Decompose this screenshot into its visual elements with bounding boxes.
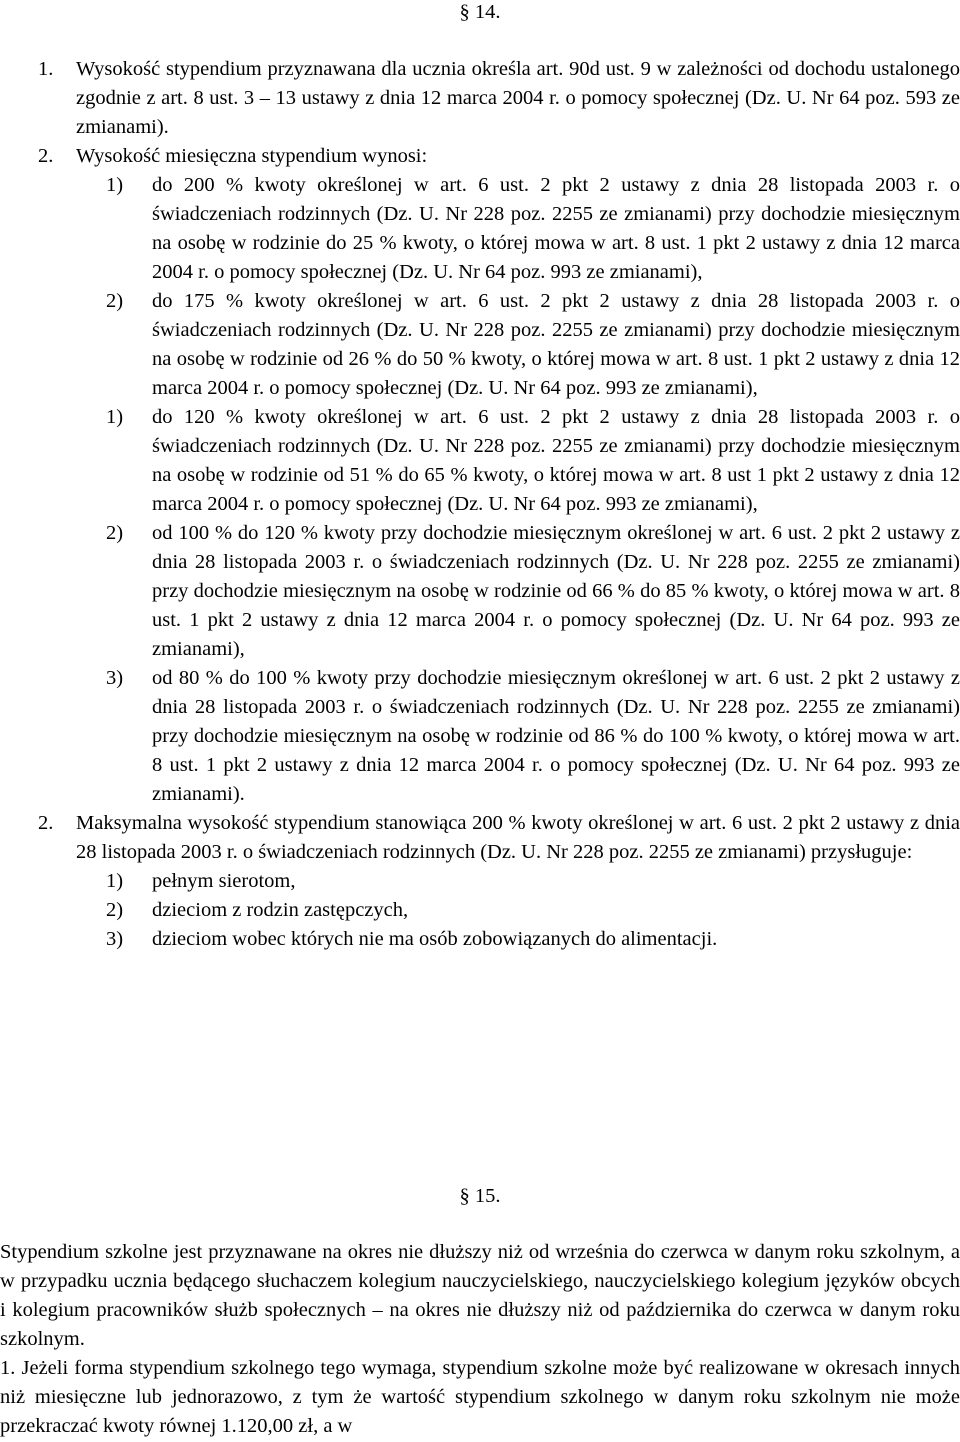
s14-paragraph-1-number: 1. — [38, 58, 54, 80]
s15-intro-paragraph: Stypendium szkolne jest przyznawane na okres nie dłuższy niż od września do czerwca w danym roku szkolnym, a w przypadku ucznia będącego słuchaczem kolegium nauczycielskiego, nauczycielskiego kolegium języków obcych i kolegium pracowników służb społecznych – na okres nie dłuższy niż od października do czerwca w danym roku szkolnym. — [0, 1241, 960, 1350]
s14-paragraph-1-text: Wysokość stypendium przyznawana dla ucznia określa art. 90d ust. 9 w zależności od dochodu ustalonego zgodnie z art. 8 ust. 3 – 13 ustawy z dnia 12 marca 2004 r. o pomocy społecznej (Dz. U. Nr 64 poz. 593 ze zmianami). — [76, 58, 960, 138]
s14-subitem — [0, 896, 960, 925]
s14-item-text: od 80 % do 100 % kwoty przy dochodzie miesięcznym określonej w art. 6 ust. 2 pkt 2 ustawy z dnia 28 listopada 2003 r. o świadczeniach rodzinnych (Dz. U. Nr 228 poz. 2255 ze zmianami) przy dochodzie miesięcznym na osobę w rodzinie od 86 % do 100 % kwoty, o której mowa w art. 8 ust. 1 pkt 2 ustawy z dnia 12 marca 2004 r. o pomocy społecznej (Dz. U. Nr 64 poz. 993 ze zmianami). — [152, 667, 960, 805]
s14-item — [0, 171, 960, 287]
s14-item-number: 2) — [106, 522, 124, 544]
s14-item — [0, 403, 960, 519]
s14-paragraph-2-number: 2. — [38, 145, 54, 167]
s14-item-number: 2) — [106, 290, 124, 312]
s14-paragraph-3-number: 2. — [38, 812, 54, 834]
s14-item-text: do 175 % kwoty określonej w art. 6 ust. 2 pkt 2 ustawy z dnia 28 listopada 2003 r. o świadczeniach rodzinnych (Dz. U. Nr 228 poz. 2255 ze zmianami) przy dochodzie miesięcznym na osobę w rodzinie od 26 % do 50 % kwoty, o której mowa w art. 8 ust. 1 pkt 2 ustawy z dnia 12 marca 2004 r. o pomocy społecznej (Dz. U. Nr 64 poz. 993 ze zmianami), — [152, 290, 960, 399]
section-14-heading: § 14. — [459, 1, 501, 23]
s14-subitem-text: dzieciom z rodzin zastępczych, — [152, 899, 409, 921]
section-14-body — [0, 55, 960, 954]
s14-subitem-number: 3) — [106, 928, 124, 950]
s15-paragraph-1: 1. Jeżeli forma stypendium szkolnego tego wymaga, stypendium szkolne może być realizowane w okresach innych niż miesięczne lub jednorazowo, z tym że wartość stypendium szkolnego w danym roku szkolnym nie może przekraczać kwoty równej 1.120,00 zł, a w — [0, 1357, 960, 1437]
s14-subitem-number: 1) — [106, 870, 124, 892]
section-15-heading: § 15. — [459, 1185, 501, 1207]
s14-item-text: od 100 % do 120 % kwoty przy dochodzie miesięcznym określonej w art. 6 ust. 2 pkt 2 ustawy z dnia 28 listopada 2003 r. o świadczeniach rodzinnych (Dz. U. Nr 228 poz. 2255 ze zmianami) przy dochodzie miesięcznym na osobę w rodzinie od 66 % do 85 % kwoty, o której mowa w art. 8 ust. 1 pkt 2 ustawy z dnia 12 marca 2004 r. o pomocy społecznej (Dz. U. Nr 64 poz. 993 ze zmianami), — [152, 522, 960, 660]
s14-subitem — [0, 867, 960, 896]
s14-paragraph-3-text: Maksymalna wysokość stypendium stanowiąca 200 % kwoty określonej w art. 6 ust. 2 pkt 2 ustawy z dnia 28 listopada 2003 r. o świadczeniach rodzinnych (Dz. U. Nr 228 poz. 2255 ze zmianami) przysługuje: — [76, 812, 960, 863]
s14-subitem-text: dzieciom wobec których nie ma osób zobowiązanych do alimentacji. — [152, 928, 718, 950]
s14-paragraph-2-text: Wysokość miesięczna stypendium wynosi: — [76, 145, 428, 167]
s14-item-text: do 120 % kwoty określonej w art. 6 ust. 2 pkt 2 ustawy z dnia 28 listopada 2003 r. o świadczeniach rodzinnych (Dz. U. Nr 228 poz. 2255 ze zmianami) przy dochodzie miesięcznym na osobę w rodzinie od 51 % do 65 % kwoty, o której mowa w art. 8 ust 1 pkt 2 ustawy z dnia 12 marca 2004 r. o pomocy społecznej (Dz. U. Nr 64 poz. 993 ze zmianami), — [152, 406, 960, 515]
section-15-body — [0, 1238, 960, 1441]
s14-item-number: 1) — [106, 174, 124, 196]
s14-item-number: 1) — [106, 406, 124, 428]
s14-item — [0, 519, 960, 664]
s14-paragraph-2 — [0, 142, 960, 171]
s14-subitem-text: pełnym sierotom, — [152, 870, 296, 892]
s14-paragraph-3 — [0, 809, 960, 867]
s14-paragraph-1 — [0, 55, 960, 142]
s14-item-number: 3) — [106, 667, 124, 689]
s14-item — [0, 664, 960, 809]
s14-item-text: do 200 % kwoty określonej w art. 6 ust. 2 pkt 2 ustawy z dnia 28 listopada 2003 r. o świadczeniach rodzinnych (Dz. U. Nr 228 poz. 2255 ze zmianami) przy dochodzie miesięcznym na osobę w rodzinie do 25 % kwoty, o której mowa w art. 8 ust. 1 pkt 2 ustawy z dnia 12 marca 2004 r. o pomocy społecznej (Dz. U. Nr 64 poz. 993 ze zmianami), — [152, 174, 960, 283]
s14-subitem-number: 2) — [106, 899, 124, 921]
s14-item — [0, 287, 960, 403]
s14-subitem — [0, 925, 960, 954]
